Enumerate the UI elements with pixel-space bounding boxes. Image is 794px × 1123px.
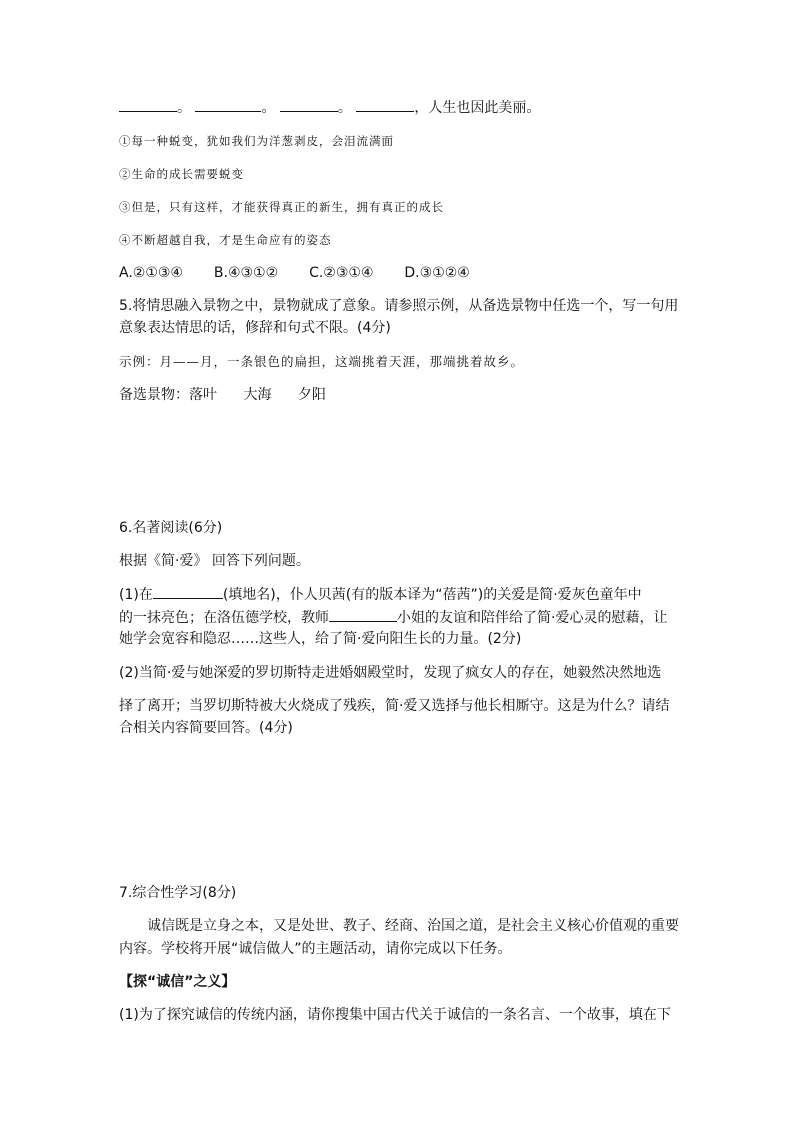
q4-sentence-blanks [119, 97, 540, 118]
q5-prompt-line-2: 意象表达情思的话，修辞和句式不限。(4分) [119, 320, 391, 336]
scenery-item: 夕阳 [297, 387, 326, 403]
choice-a[interactable]: A.②①③④ [119, 265, 183, 281]
q6-part2-line-1: (2)当简·爱与她深爱的罗切斯特走进婚姻殿堂时，发现了疯女人的存在，她毅然决然地选 [119, 665, 662, 681]
choice-c[interactable]: C.②③①④ [309, 265, 374, 281]
text: 的一抹亮色；在洛伍德学校，教师 [119, 610, 329, 626]
separator: 。 [337, 100, 352, 116]
q6-part1-line-1 [119, 584, 642, 605]
q4-option-2: ②生命的成长需要蜕变 [119, 167, 244, 181]
separator: 。 [261, 100, 276, 116]
q7-paragraph-line-1: 诚信既是立身之本，又是处世、教子、经商、治国之道，是社会主义核心价值观的重要 [147, 918, 679, 934]
q6-title: 6.名著阅读(6分) [119, 520, 223, 536]
answer-blank[interactable] [329, 607, 397, 622]
answer-blank[interactable] [280, 97, 338, 112]
example-text: 示例：月——月，一条银色的扁担，这端挑着天涯，那端挑着故乡。 [119, 354, 525, 369]
text: (填地名)，仆人贝茜(有的版本译为“蓓茜”)的关爱是简·爱灰色童年中 [222, 587, 642, 603]
q5-example [119, 352, 524, 372]
q6-part2-line-2: 择了离开；当罗切斯特被大火烧成了残疾，简·爱又选择与他长相厮守。这是为什么？请结 [119, 698, 670, 714]
choice-b[interactable]: B.④③①② [213, 265, 279, 281]
q4-option-1: ①每一种蜕变，犹如我们为洋葱剥皮，会泪流满面 [119, 134, 394, 148]
q4-option-4: ④不断超越自我，才是生命应有的姿态 [119, 233, 332, 247]
q6-part1-line-3: 她学会宽容和隐忍……这些人，给了简·爱向阳生长的力量。(2分) [119, 631, 522, 647]
q7-section-heading: 【探“诚信”之义】 [119, 974, 236, 990]
scenery-item: 大海 [243, 387, 272, 403]
scenery-item: 落叶 [189, 387, 217, 403]
answer-blank[interactable] [119, 97, 177, 112]
q5-scenery [119, 385, 326, 405]
text: 小姐的友谊和陪伴给了简·爱心灵的慰藉，让 [397, 610, 668, 626]
q5-prompt-line-1: 5.将情思融入景物之中，景物就成了意象。请参照示例，从备选景物中任选一个，写一句用 [119, 298, 679, 314]
text: (1)在 [119, 587, 153, 603]
q4-option-3: ③但是，只有这样，才能获得真正的新生，拥有真正的成长 [119, 200, 444, 214]
separator: 。 [177, 100, 191, 116]
answer-blank[interactable] [195, 97, 261, 112]
sentence-tail: ，人生也因此美丽。 [414, 100, 541, 116]
answer-blank[interactable] [356, 97, 414, 112]
answer-blank[interactable] [153, 584, 223, 599]
q7-paragraph-line-2: 内容。学校将开展“诚信做人”的主题活动，请你完成以下任务。 [119, 941, 512, 957]
q6-part2-line-3: 合相关内容简要回答。(4分) [119, 720, 293, 736]
q4-choices [119, 263, 470, 283]
q7-title: 7.综合性学习(8分) [119, 885, 237, 901]
q6-intro: 根据《简·爱》 回答下列问题。 [119, 553, 310, 569]
scenery-label: 备选景物： [119, 387, 189, 403]
q6-part1-line-2 [119, 607, 667, 628]
q7-task-1: (1)为了探究诚信的传统内涵，请你搜集中国古代关于诚信的一条名言、一个故事，填在下 [119, 1007, 671, 1023]
choice-d[interactable]: D.③①②④ [404, 265, 470, 281]
